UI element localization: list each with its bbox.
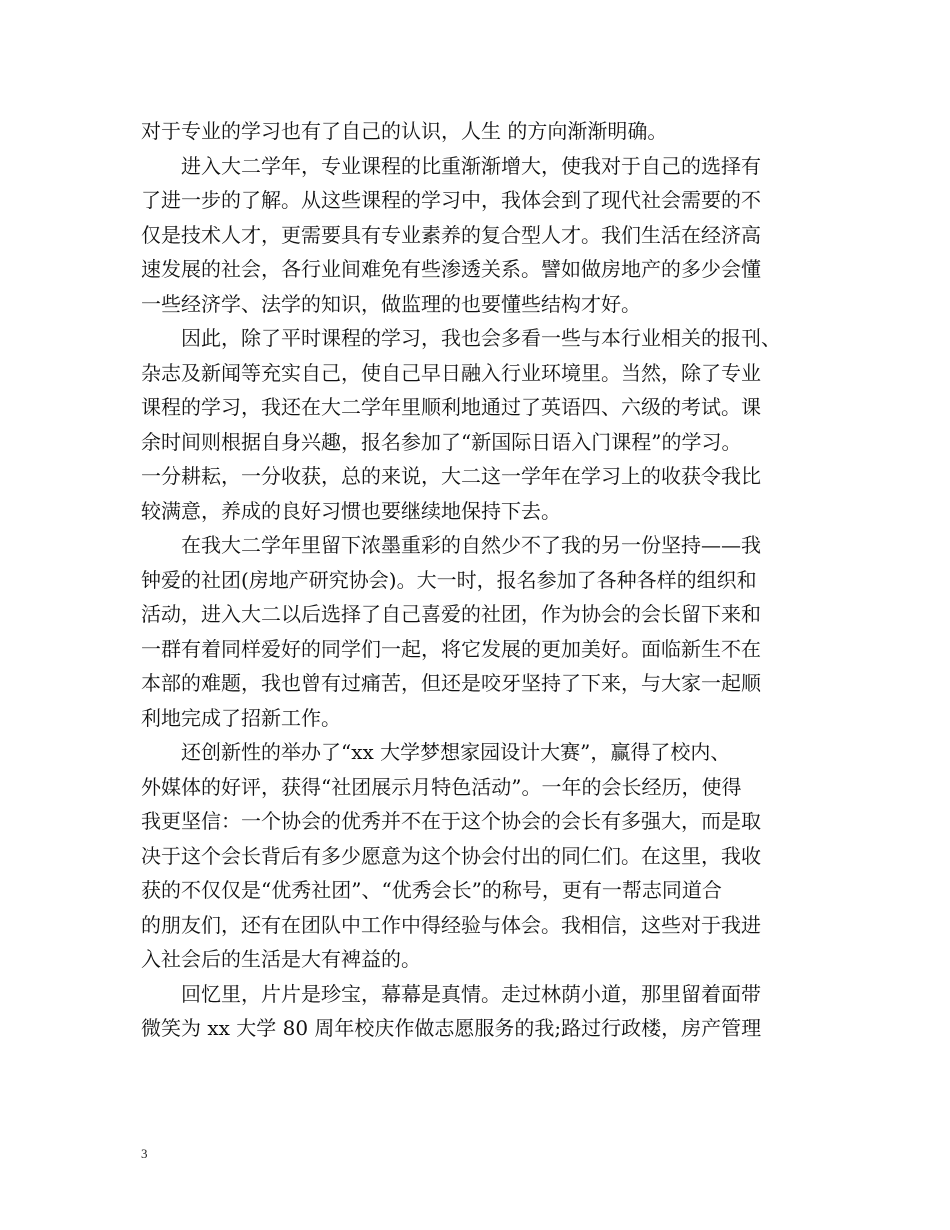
text-line: 进入大二学年，专业课程的比重渐渐增大，使我对于自己的选择有 [141,153,761,178]
text-line: 获的不仅仅是“优秀社团”、“优秀会长”的称号，更有一帮志同道合 [141,878,722,902]
body-text [141,114,821,1046]
text-line: 课程的学习，我还在大二学年里顺利地通过了英语四、六级的考试。课 [141,395,761,419]
text-line: 了进一步的了解。从这些课程的学习中，我体会到了现代社会需要的不 [141,188,761,212]
text-line: 决于这个会长背后有多少愿意为这个协会付出的同仁们。在这里，我收 [141,843,761,868]
page-number: 3 [141,1146,148,1161]
text-line: 余时间则根据自身兴趣，报名参加了“新国际日语入门课程”的学习。 [141,429,742,454]
text-line: 的朋友们，还有在团队中工作中得经验与体会。我相信，这些对于我进 [141,912,761,937]
text-line: 还创新性的举办了“xx 大学梦想家园设计大赛”，赢得了校内、 [141,740,731,764]
text-line: 利地完成了招新工作。 [141,705,341,730]
text-line: 一分耕耘，一分收获，总的来说，大二这一学年在学习上的收获令我比 [141,464,761,488]
text-line: 对于专业的学习也有了自己的认识，人生 的方向渐渐明确。 [141,119,668,143]
text-line: 一群有着同样爱好的同学们一起，将它发展的更加美好。面临新生不在 [141,636,761,661]
text-line: 外媒体的好评，获得“社团展示月特色活动”。一年的会长经历，使得 [141,774,742,799]
text-line: 因此，除了平时课程的学习，我也会多看一些与本行业相关的报刊、 [141,326,781,350]
text-line: 一些经济学、法学的知识，做监理的也要懂些结构才好。 [141,291,641,316]
text-line: 我更坚信：一个协会的优秀并不在于这个协会的会长有多强大，而是取 [141,809,761,833]
text-line: 活动，进入大二以后选择了自己喜爱的社团，作为协会的会长留下来和 [141,602,761,626]
text-line: 回忆里，片片是珍宝，幕幕是真情。走过林荫小道，那里留着面带 [141,981,761,1006]
text-line: 杂志及新闻等充实自己，使自己早日融入行业环境里。当然，除了专业 [141,360,761,385]
text-line: 入社会后的生活是大有裨益的。 [141,947,421,971]
text-line: 本部的难题，我也曾有过痛苦，但还是咬牙坚持了下来，与大家一起顺 [141,671,761,695]
text-line: 较满意，养成的良好习惯也要继续地保持下去。 [141,498,561,523]
text-line: 微笑为 xx 大学 80 周年校庆作做志愿服务的我;路过行政楼，房产管理 [141,1016,762,1040]
text-line: 速发展的社会，各行业间难免有些渗透关系。譬如做房地产的多少会懂 [141,257,761,281]
text-line: 仅是技术人才，更需要具有专业素养的复合型人才。我们生活在经济高 [141,222,761,247]
text-line: 钟爱的社团(房地产研究协会)。大一时，报名参加了各种各样的组织和 [141,567,757,592]
text-line: 在我大二学年里留下浓墨重彩的自然少不了我的另一份坚持——我 [141,533,761,557]
